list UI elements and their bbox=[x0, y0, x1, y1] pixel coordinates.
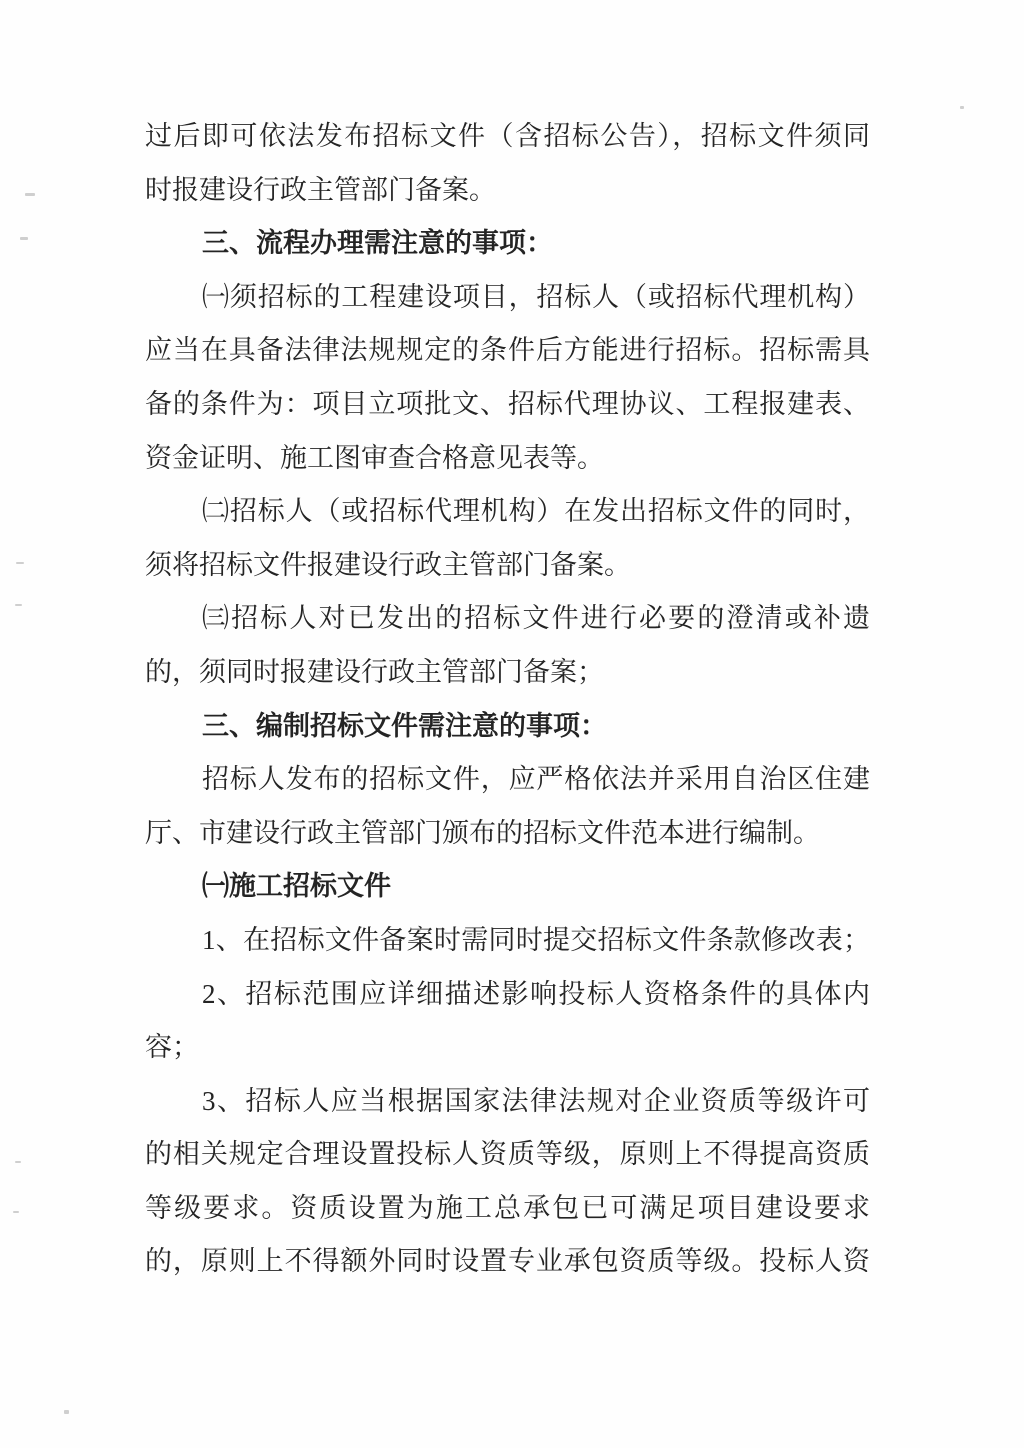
text-line: ㈡招标人（或招标代理机构）在发出招标文件的同时， bbox=[202, 496, 870, 527]
text-line: 应当在具备法律法规规定的条件后方能进行招标。招标需具 bbox=[145, 335, 870, 366]
text-line: 1、在招标文件备案时需同时提交招标文件条款修改表； bbox=[202, 924, 870, 955]
text-line: 资金证明、施工图审查合格意见表等。 bbox=[145, 442, 604, 473]
text-line: 的，须同时报建设行政主管部门备案； bbox=[145, 656, 604, 687]
text-line: 等级要求。资质设置为施工总承包已可满足项目建设要求 bbox=[145, 1192, 870, 1223]
scan-speck bbox=[960, 106, 964, 109]
text-line: 过后即可依法发布招标文件（含招标公告），招标文件须同 bbox=[145, 121, 870, 151]
scan-speck bbox=[15, 1161, 21, 1163]
scan-speck bbox=[13, 1211, 19, 1213]
text-line: 招标人发布的招标文件，应严格依法并采用自治区住建 bbox=[202, 764, 870, 795]
heading-line: 三、流程办理需注意的事项： bbox=[202, 228, 553, 259]
scan-speck bbox=[64, 1410, 69, 1414]
text-line: 3、招标人应当根据国家法律法规对企业资质等级许可 bbox=[202, 1085, 870, 1116]
text-line: 时报建设行政主管部门备案。 bbox=[145, 174, 496, 205]
scan-speck bbox=[15, 604, 22, 606]
text-line: 的相关规定合理设置投标人资质等级，原则上不得提高资质 bbox=[145, 1139, 870, 1170]
text-block bbox=[145, 110, 870, 1289]
text-line: ㈢招标人对已发出的招标文件进行必要的澄清或补遗 bbox=[202, 603, 870, 634]
text-line: 须将招标文件报建设行政主管部门备案。 bbox=[145, 549, 631, 580]
text-line: ㈠须招标的工程建设项目，招标人（或招标代理机构） bbox=[202, 281, 870, 312]
scan-speck bbox=[16, 562, 24, 564]
text-line: 厅、市建设行政主管部门颁布的招标文件范本进行编制。 bbox=[145, 817, 820, 848]
text-line: 2、招标范围应详细描述影响投标人资格条件的具体内 bbox=[202, 978, 870, 1009]
text-line: 备的条件为：项目立项批文、招标代理协议、工程报建表、 bbox=[145, 388, 870, 419]
heading-line: ㈠施工招标文件 bbox=[202, 871, 391, 902]
heading-line: 三、编制招标文件需注意的事项： bbox=[202, 710, 607, 741]
text-line: 容； bbox=[145, 1032, 199, 1063]
scan-speck bbox=[20, 237, 28, 240]
scan-speck bbox=[25, 193, 35, 196]
text-line: 的，原则上不得额外同时设置专业承包资质等级。投标人资 bbox=[145, 1246, 870, 1277]
